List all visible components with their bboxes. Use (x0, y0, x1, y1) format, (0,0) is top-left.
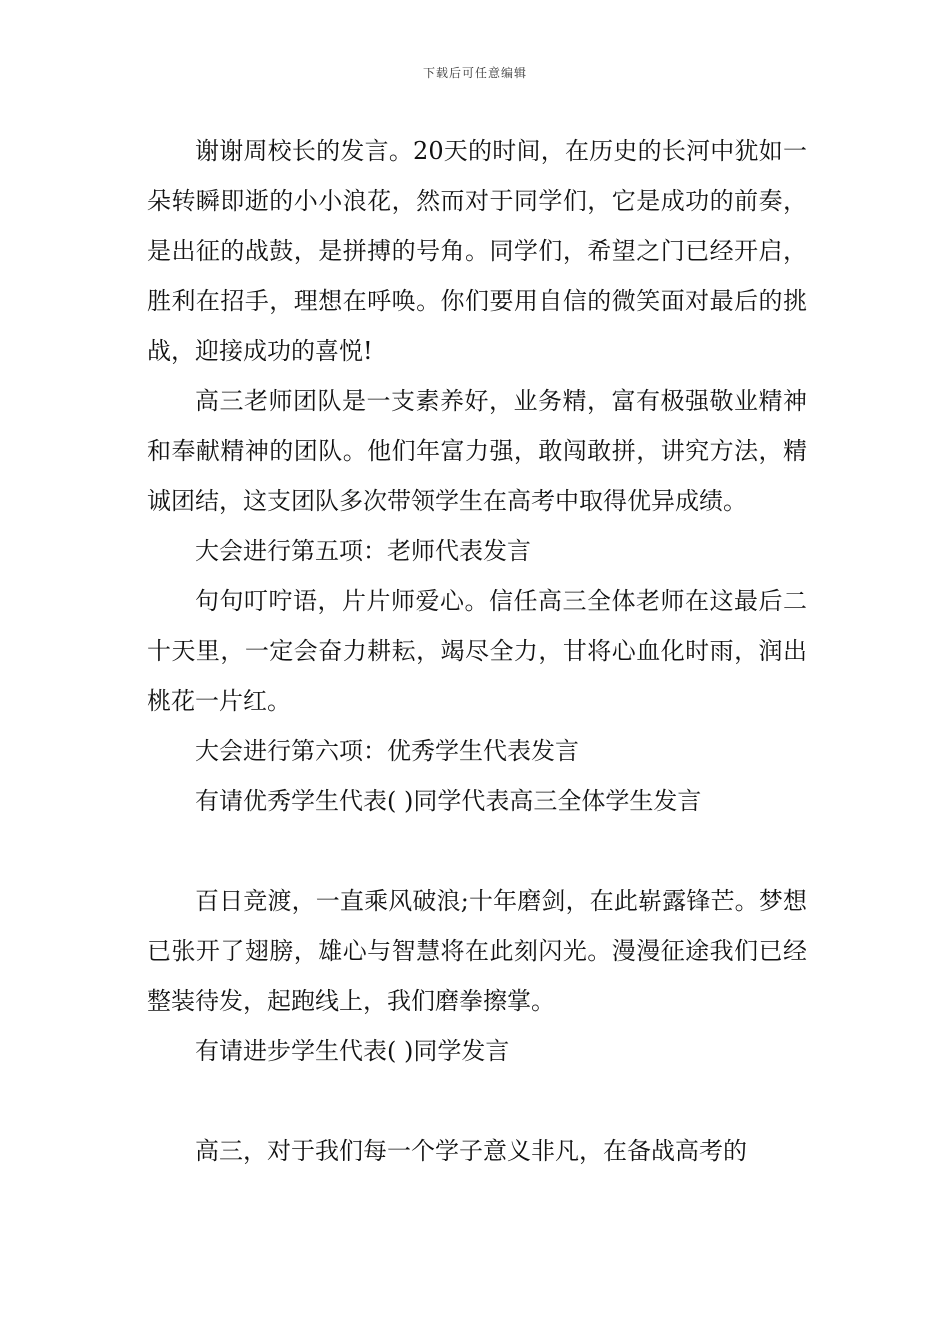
paragraph-teacher-praise: 句句叮咛语，片片师爱心。信任高三全体老师在这最后二十天里，一定会奋力耕耘，竭尽全力，甘将心血化时雨，润出桃花一片红。 (147, 587, 807, 715)
paragraph-invite-progress-student: 有请进步学生代表( )同学发言 (195, 1037, 510, 1065)
paragraph-principal-thanks: 谢谢周校长的发言。20天的时间，在历史的长河中犹如一朵转瞬即逝的小小浪花，然而对于同学们，它是成功的前奏，是出征的战鼓，是拼搏的号角。同学们，希望之门已经开启，胜利在招手，理想在呼唤。你们要用自信的微笑面对最后的挑战，迎接成功的喜悦! (147, 137, 807, 365)
document-body (147, 126, 807, 1176)
paragraph-agenda-item-six: 大会进行第六项：优秀学生代表发言 (195, 737, 579, 765)
paragraph-agenda-item-five: 大会进行第五项：老师代表发言 (195, 537, 531, 565)
paragraph-senior-year: 高三，对于我们每一个学子意义非凡，在备战高考的 (195, 1137, 747, 1165)
page-header-note: 下载后可任意编辑 (422, 66, 527, 80)
blank-line (147, 826, 807, 876)
paragraph-teacher-team: 高三老师团队是一支素养好，业务精，富有极强敬业精神和奉献精神的团队。他们年富力强，敢闯敢拼，讲究方法，精诚团结，这支团队多次带领学生在高考中取得优异成绩。 (147, 387, 807, 515)
paragraph-invite-excellent-student: 有请优秀学生代表( )同学代表高三全体学生发言 (195, 787, 702, 815)
paragraph-student-speech: 百日竞渡，一直乘风破浪;十年磨剑，在此崭露锋芒。梦想已张开了翅膀，雄心与智慧将在此刻闪光。漫漫征途我们已经整装待发，起跑线上，我们磨拳擦掌。 (147, 887, 807, 1015)
blank-line (147, 1076, 807, 1126)
